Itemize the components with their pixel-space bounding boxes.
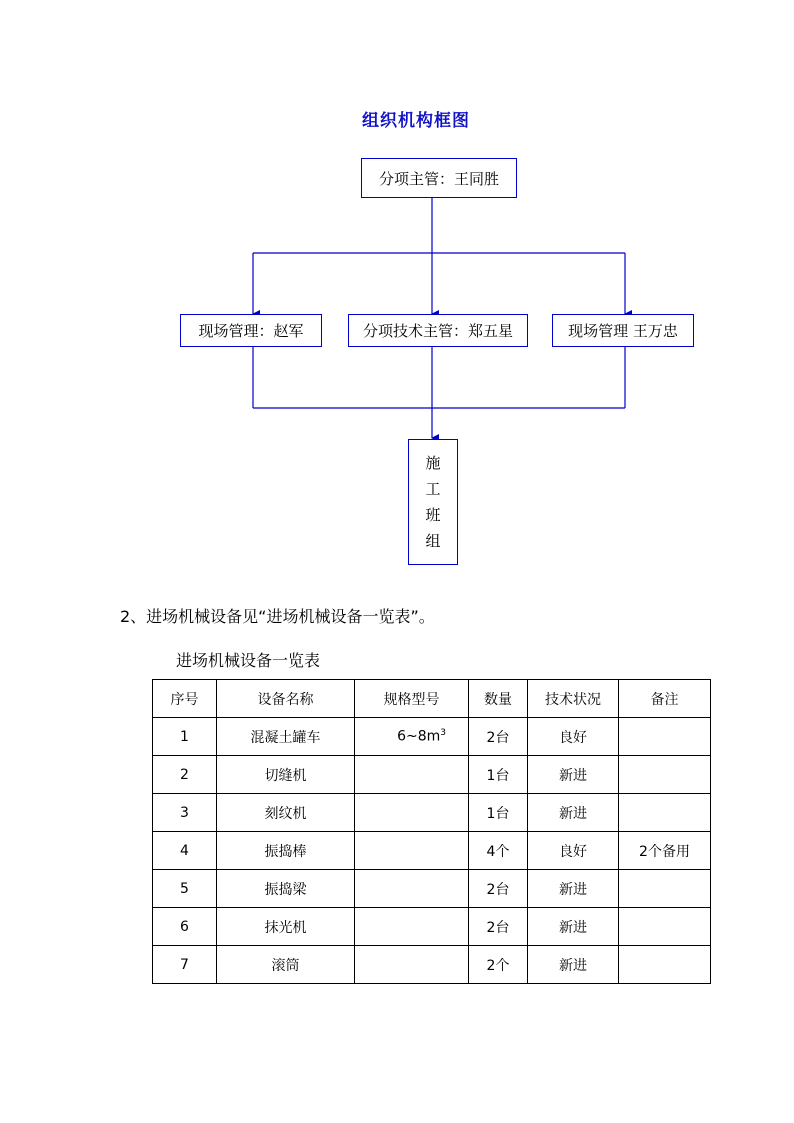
spec-superscript: 3 [440, 728, 446, 739]
header-cell: 序号 [153, 680, 217, 718]
cell-qty: 1台 [469, 756, 528, 794]
header-cell: 规格型号 [355, 680, 469, 718]
cell-no: 5 [153, 870, 217, 908]
table-row [153, 908, 711, 946]
cell-note: 2个备用 [619, 832, 711, 870]
cell-note [619, 794, 711, 832]
cell-spec [355, 718, 469, 756]
table-row [153, 870, 711, 908]
header-cell: 技术状况 [528, 680, 619, 718]
cell-no: 1 [153, 718, 217, 756]
cell-note [619, 718, 711, 756]
section-heading: 2、进场机械设备见“进场机械设备一览表”。 [120, 607, 435, 626]
org-chart-title: 组织机构框图 [362, 111, 470, 131]
equipment-table [152, 679, 711, 984]
cell-status: 新进 [528, 870, 619, 908]
cell-note [619, 908, 711, 946]
cell-name: 振捣棒 [217, 832, 355, 870]
cell-name: 混凝土罐车 [217, 718, 355, 756]
cell-qty: 1台 [469, 794, 528, 832]
org-box-tech-supervisor: 分项技术主管：郑五星 [348, 314, 528, 347]
org-box-site-manager-left: 现场管理：赵军 [180, 314, 322, 347]
table-row [153, 756, 711, 794]
cell-spec [355, 946, 469, 984]
cell-no: 2 [153, 756, 217, 794]
cell-name: 切缝机 [217, 756, 355, 794]
cell-qty: 2个 [469, 946, 528, 984]
cell-note [619, 756, 711, 794]
team-char: 工 [425, 480, 441, 498]
table-row [153, 832, 711, 870]
cell-spec [355, 756, 469, 794]
table-row [153, 718, 711, 756]
cell-spec [355, 794, 469, 832]
org-box-construction-team [408, 439, 458, 565]
header-cell: 备注 [619, 680, 711, 718]
cell-no: 4 [153, 832, 217, 870]
cell-spec [355, 908, 469, 946]
cell-note [619, 946, 711, 984]
cell-status: 新进 [528, 946, 619, 984]
cell-status: 新进 [528, 756, 619, 794]
cell-qty: 2台 [469, 718, 528, 756]
spec-value: 6~8m [397, 728, 441, 745]
org-box-supervisor: 分项主管：王同胜 [361, 158, 517, 198]
table-caption: 进场机械设备一览表 [176, 651, 321, 670]
team-char: 班 [425, 506, 441, 524]
cell-qty: 2台 [469, 870, 528, 908]
cell-no: 3 [153, 794, 217, 832]
cell-qty: 4个 [469, 832, 528, 870]
cell-name: 刻纹机 [217, 794, 355, 832]
table-header-row [153, 680, 711, 718]
cell-name: 抹光机 [217, 908, 355, 946]
header-cell: 数量 [469, 680, 528, 718]
cell-status: 新进 [528, 908, 619, 946]
table-row [153, 794, 711, 832]
cell-status: 良好 [528, 718, 619, 756]
table-row [153, 946, 711, 984]
team-char: 施 [425, 454, 441, 472]
cell-spec [355, 832, 469, 870]
cell-status: 新进 [528, 794, 619, 832]
cell-note [619, 870, 711, 908]
org-box-site-manager-right: 现场管理 王万忠 [552, 314, 694, 347]
cell-qty: 2台 [469, 908, 528, 946]
team-char: 组 [425, 532, 441, 550]
cell-spec [355, 870, 469, 908]
cell-name: 振捣梁 [217, 870, 355, 908]
header-cell: 设备名称 [217, 680, 355, 718]
cell-name: 滚筒 [217, 946, 355, 984]
cell-no: 7 [153, 946, 217, 984]
cell-status: 良好 [528, 832, 619, 870]
cell-no: 6 [153, 908, 217, 946]
